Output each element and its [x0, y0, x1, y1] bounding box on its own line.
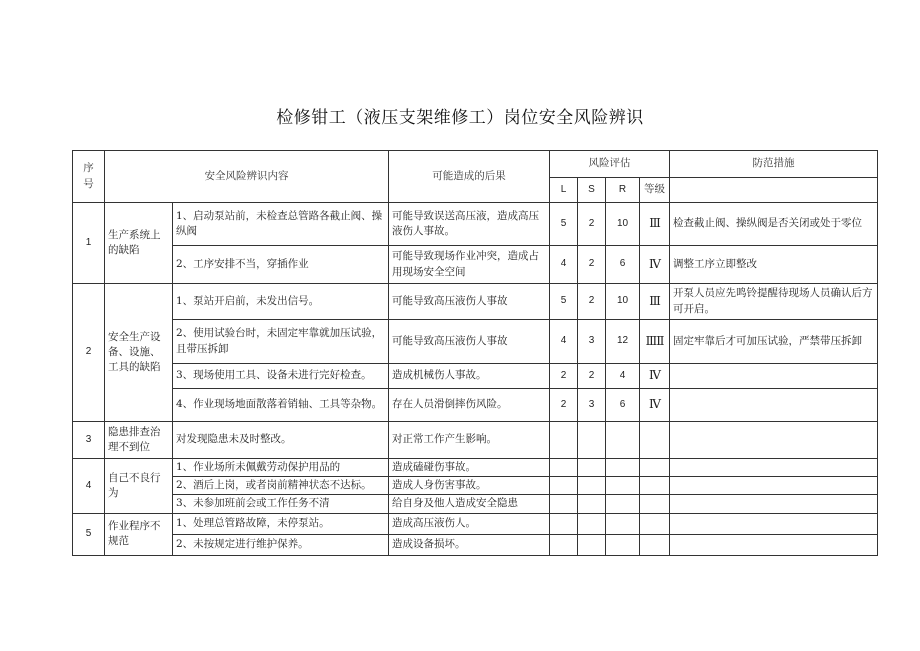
value-S: 2	[578, 246, 606, 284]
table-row	[73, 513, 878, 534]
risk-content: 1、启动泵站前，未检查总管路各截止阀、操纵阀	[173, 203, 389, 246]
value-R: 6	[606, 389, 640, 422]
risk-level	[640, 534, 670, 555]
risk-content: 对发现隐患未及时整改。	[173, 422, 389, 459]
value-R: 4	[606, 364, 640, 389]
value-L	[550, 477, 578, 495]
risk-category: 自己不良行为	[105, 459, 173, 514]
risk-category: 作业程序不规范	[105, 513, 173, 555]
value-R: 10	[606, 284, 640, 320]
risk-consequence: 造成人身伤害事故。	[389, 477, 550, 495]
value-L: 5	[550, 284, 578, 320]
header-consequence: 可能造成的后果	[389, 151, 550, 203]
risk-level	[640, 422, 670, 459]
risk-content: 2、使用试验台时，未固定牢靠就加压试验，且带压拆卸	[173, 320, 389, 364]
page-title: 检修钳工（液压支架维修工）岗位安全风险辨识	[276, 108, 644, 128]
value-L: 4	[550, 246, 578, 284]
value-S	[578, 422, 606, 459]
value-L	[550, 422, 578, 459]
risk-content: 3、未参加班前会或工作任务不清	[173, 495, 389, 513]
row-number: 2	[73, 284, 105, 422]
value-R	[606, 513, 640, 534]
risk-consequence: 可能导致高压液伤人事故	[389, 320, 550, 364]
risk-level	[640, 513, 670, 534]
risk-level: Ⅳ	[640, 246, 670, 284]
table-row	[73, 495, 878, 513]
row-number: 1	[73, 203, 105, 284]
table-row	[73, 364, 878, 389]
table-row	[73, 477, 878, 495]
value-S: 3	[578, 389, 606, 422]
risk-level	[640, 477, 670, 495]
risk-consequence: 造成磕碰伤事故。	[389, 459, 550, 477]
row-number: 4	[73, 459, 105, 514]
value-L: 2	[550, 389, 578, 422]
risk-consequence: 给自身及他人造成安全隐患	[389, 495, 550, 513]
value-S: 2	[578, 203, 606, 246]
table-body	[73, 151, 878, 556]
value-S	[578, 534, 606, 555]
table-row	[73, 422, 878, 459]
header-content: 安全风险辨识内容	[105, 151, 389, 203]
risk-level: Ⅳ	[640, 389, 670, 422]
risk-consequence: 对正常工作产生影响。	[389, 422, 550, 459]
risk-level: Ⅲ	[640, 203, 670, 246]
risk-consequence: 造成设备损坏。	[389, 534, 550, 555]
value-R: 6	[606, 246, 640, 284]
risk-level: ⅢⅡ	[640, 320, 670, 364]
header-measures: 防范措施	[670, 151, 878, 178]
row-number: 5	[73, 513, 105, 555]
table-row	[73, 246, 878, 284]
value-S	[578, 459, 606, 477]
value-S: 2	[578, 364, 606, 389]
risk-category: 生产系统上的缺陷	[105, 203, 173, 284]
risk-measure	[670, 422, 878, 459]
risk-level	[640, 495, 670, 513]
risk-measure	[670, 495, 878, 513]
table-row	[73, 203, 878, 246]
risk-measure	[670, 364, 878, 389]
risk-measure	[670, 459, 878, 477]
value-S	[578, 477, 606, 495]
risk-content: 2、酒后上岗，或者岗前精神状态不达标。	[173, 477, 389, 495]
risk-consequence: 造成机械伤人事故。	[389, 364, 550, 389]
risk-measure	[670, 477, 878, 495]
header-assessment: 风险评估	[550, 151, 670, 178]
risk-content: 1、泵站开启前，未发出信号。	[173, 284, 389, 320]
risk-measure: 固定牢靠后才可加压试验，严禁带压拆卸	[670, 320, 878, 364]
risk-consequence: 存在人员滑倒摔伤风险。	[389, 389, 550, 422]
risk-consequence: 可能导致高压液伤人事故	[389, 284, 550, 320]
risk-content: 2、未按规定进行维护保养。	[173, 534, 389, 555]
risk-consequence: 可能导致现场作业冲突，造成占用现场安全空间	[389, 246, 550, 284]
value-L: 2	[550, 364, 578, 389]
value-L	[550, 495, 578, 513]
header-level: 等级	[640, 178, 670, 203]
risk-measure	[670, 534, 878, 555]
header-measures-blank	[670, 178, 878, 203]
risk-content: 4、作业现场地面散落着销轴、工具等杂物。	[173, 389, 389, 422]
value-L: 4	[550, 320, 578, 364]
risk-measure: 检查截止阀、操纵阀是否关闭或处于零位	[670, 203, 878, 246]
risk-measure: 调整工序立即整改	[670, 246, 878, 284]
table-row	[73, 459, 878, 477]
header-row-1	[73, 151, 878, 178]
risk-measure: 开泵人员应先鸣铃提醒待现场人员确认后方可开启。	[670, 284, 878, 320]
table-row	[73, 284, 878, 320]
risk-content: 3、现场使用工具、设备未进行完好检查。	[173, 364, 389, 389]
header-S: S	[578, 178, 606, 203]
table-row	[73, 534, 878, 555]
risk-category: 安全生产设备、设施、工具的缺陷	[105, 284, 173, 422]
risk-content: 2、工序安排不当，穿插作业	[173, 246, 389, 284]
value-R: 12	[606, 320, 640, 364]
risk-consequence: 可能导致误送高压液，造成高压液伤人事故。	[389, 203, 550, 246]
value-R	[606, 422, 640, 459]
risk-consequence: 造成高压液伤人。	[389, 513, 550, 534]
risk-measure	[670, 513, 878, 534]
value-L: 5	[550, 203, 578, 246]
header-no: 序号	[73, 151, 105, 203]
value-S: 2	[578, 284, 606, 320]
value-L	[550, 459, 578, 477]
value-R	[606, 534, 640, 555]
header-R: R	[606, 178, 640, 203]
risk-category: 隐患排查治理不到位	[105, 422, 173, 459]
risk-content: 1、作业场所未佩戴劳动保护用品的	[173, 459, 389, 477]
value-S	[578, 495, 606, 513]
risk-table	[72, 150, 878, 556]
value-S	[578, 513, 606, 534]
value-L	[550, 513, 578, 534]
risk-level	[640, 459, 670, 477]
risk-level: Ⅳ	[640, 364, 670, 389]
value-R: 10	[606, 203, 640, 246]
table-row	[73, 389, 878, 422]
risk-level: Ⅲ	[640, 284, 670, 320]
value-S: 3	[578, 320, 606, 364]
table-row	[73, 320, 878, 364]
value-R	[606, 495, 640, 513]
row-number: 3	[73, 422, 105, 459]
risk-content: 1、处理总管路故障，未停泵站。	[173, 513, 389, 534]
value-L	[550, 534, 578, 555]
risk-measure	[670, 389, 878, 422]
value-R	[606, 477, 640, 495]
value-R	[606, 459, 640, 477]
header-L: L	[550, 178, 578, 203]
